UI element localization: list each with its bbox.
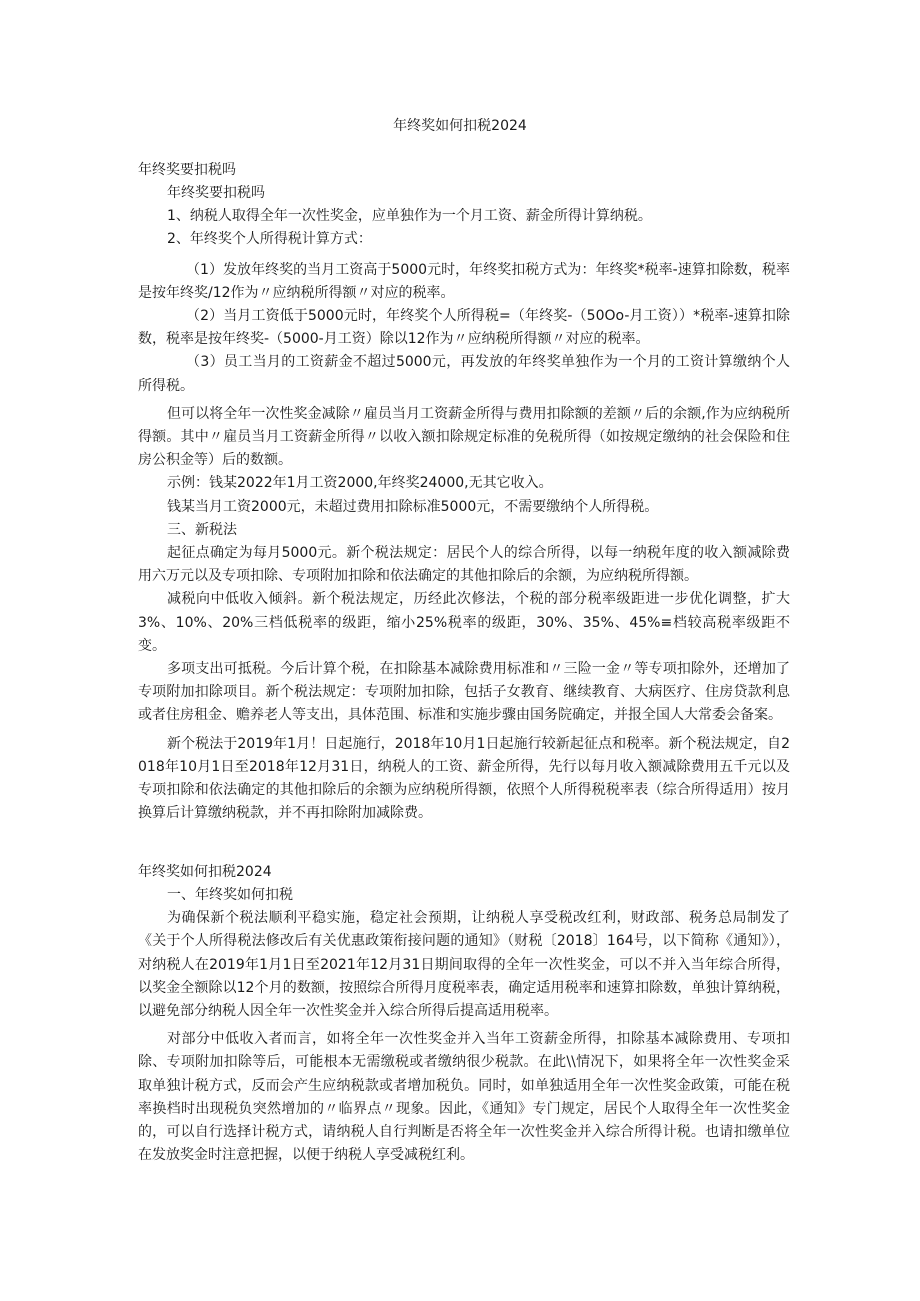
paragraph: 示例：钱某2022年1月工资2000,年终奖24000,无其它收入。 [167, 475, 553, 492]
section-subheading: 年终奖要扣税吗 [167, 185, 265, 201]
section-tax-question [138, 158, 790, 825]
section-heading: 年终奖要扣税吗 [138, 162, 236, 178]
paragraph: 多项支出可抵税。今后计算个税，在扣除基本减除费用标准和〃三险一金〃等专项扣除外，还增加了专项附加扣除项目。新个税法规定：专项附加扣除，包括子女教育、继续教育、大病医疗、住房贷款利息或者住房租金、赡养老人等支出，具体范围、标准和实施步骤由国务院确定，并报全国人大常委会备案。 [138, 661, 790, 724]
paragraph: 钱某当月工资2000元，未超过费用扣除标准5000元，不需要缴纳个人所得税。 [167, 498, 659, 515]
section-how-to-tax [138, 860, 790, 1167]
paragraph: 减税向中低收入倾斜。新个税法规定，历经此次修法，个税的部分税率级距进一步优化调整，扩大3%、10%、20%三档低税率的级距，缩小25%税率的级距，30%、35%、45%≡档较高税率级距不变。 [138, 591, 790, 654]
paragraph: （3）员工当月的工资薪金不超过5000元，再发放的年终奖单独作为一个月的工资计算缴纳个人所得税。 [138, 354, 790, 394]
paragraph: 新个税法于2019年1月！日起施行，2018年10月1日起施行较新起征点和税率。新个税法规定，自2018年10月1日至2018年12月31日，纳税人的工资、薪金所得，先行以每月收入额减除费用五千元以及专项扣除和依法确定的其他扣除后的余额为应纳税所得额，依照个人所得税税率表（综合所得适用）按月换算后计算缴纳税款，并不再扣除附加减除费。 [138, 735, 790, 822]
paragraph: 2、年终奖个人所得税计算方式： [167, 231, 372, 248]
section-subheading: 一、年终奖如何扣税 [167, 887, 293, 903]
paragraph: 为确保新个税法顺利平稳实施，稳定社会预期，让纳税人享受税改红利，财政部、税务总局制发了《关于个人所得税法修改后有关优惠政策衔接问题的通知》（财税〔2018〕164号，以下简称《通知》），对纳税人在2019年1月1日至2021年12月31日期间取得的全年一次性奖金，可以不并入当年综合所得，以奖金全额除以12个月的数额，按照综合所得月度税率表，确定适用税率和速算扣除数，单独计算纳税，以避免部分纳税人因全年一次性奖金并入综合所得后提高适用税率。 [138, 910, 790, 1020]
paragraph: 但可以将全年一次性奖金减除〃雇员当月工资薪金所得与费用扣除额的差额〃后的余额,作为应纳税所得额。其中〃雇员当月工资薪金所得〃以收入额扣除规定标准的免税所得（如按规定缴纳的社会保险和住房公积金等）后的数额。 [138, 405, 790, 469]
paragraph: 三、新税法 [167, 521, 237, 538]
paragraph: （2）当月工资低于5000元时，年终奖个人所得税=（年终奖-（50Oo-月工资））*税率-速算扣除数，税率是按年终奖-（5000-月工资）除以12作为〃应纳税所得额〃对应的税率。 [138, 308, 790, 348]
document-title: 年终奖如何扣税2024 [393, 118, 527, 134]
paragraph: 起征点确定为每月5000元。新个税法规定：居民个人的综合所得，以每一纳税年度的收入额减除费用六万元以及专项扣除、专项附加扣除和依法确定的其他扣除后的余额，为应纳税所得额。 [138, 545, 790, 585]
section-heading: 年终奖如何扣税2024 [138, 864, 272, 880]
paragraph: （1）发放年终奖的当月工资高于5000元时，年终奖扣税方式为：年终奖*税率-速算扣除数，税率是按年终奖/12作为〃应纳税所得额〃对应的税率。 [138, 261, 790, 301]
paragraph: 对部分中低收入者而言，如将全年一次性奖金并入当年工资薪金所得，扣除基本减除费用、专项扣除、专项附加扣除等后，可能根本无需缴税或者缴纳很少税款。在此\\情况下，如果将全年一次性奖金采取单独计税方式，反而会产生应纳税款或者增加税负。同时，如单独适用全年一次性奖金政策，可能在税率换档时出现税负突然增加的〃临界点〃现象。因此，《通知》专门规定，居民个人取得全年一次性奖金的，可以自行选择计税方式，请纳税人自行判断是否将全年一次性奖金并入综合所得计税。也请扣缴单位在发放奖金时注意把握，以便于纳税人享受减税红利。 [138, 1031, 790, 1164]
paragraph: 1、纳税人取得全年一次性奖金，应单独作为一个月工资、薪金所得计算纳税。 [167, 208, 652, 225]
